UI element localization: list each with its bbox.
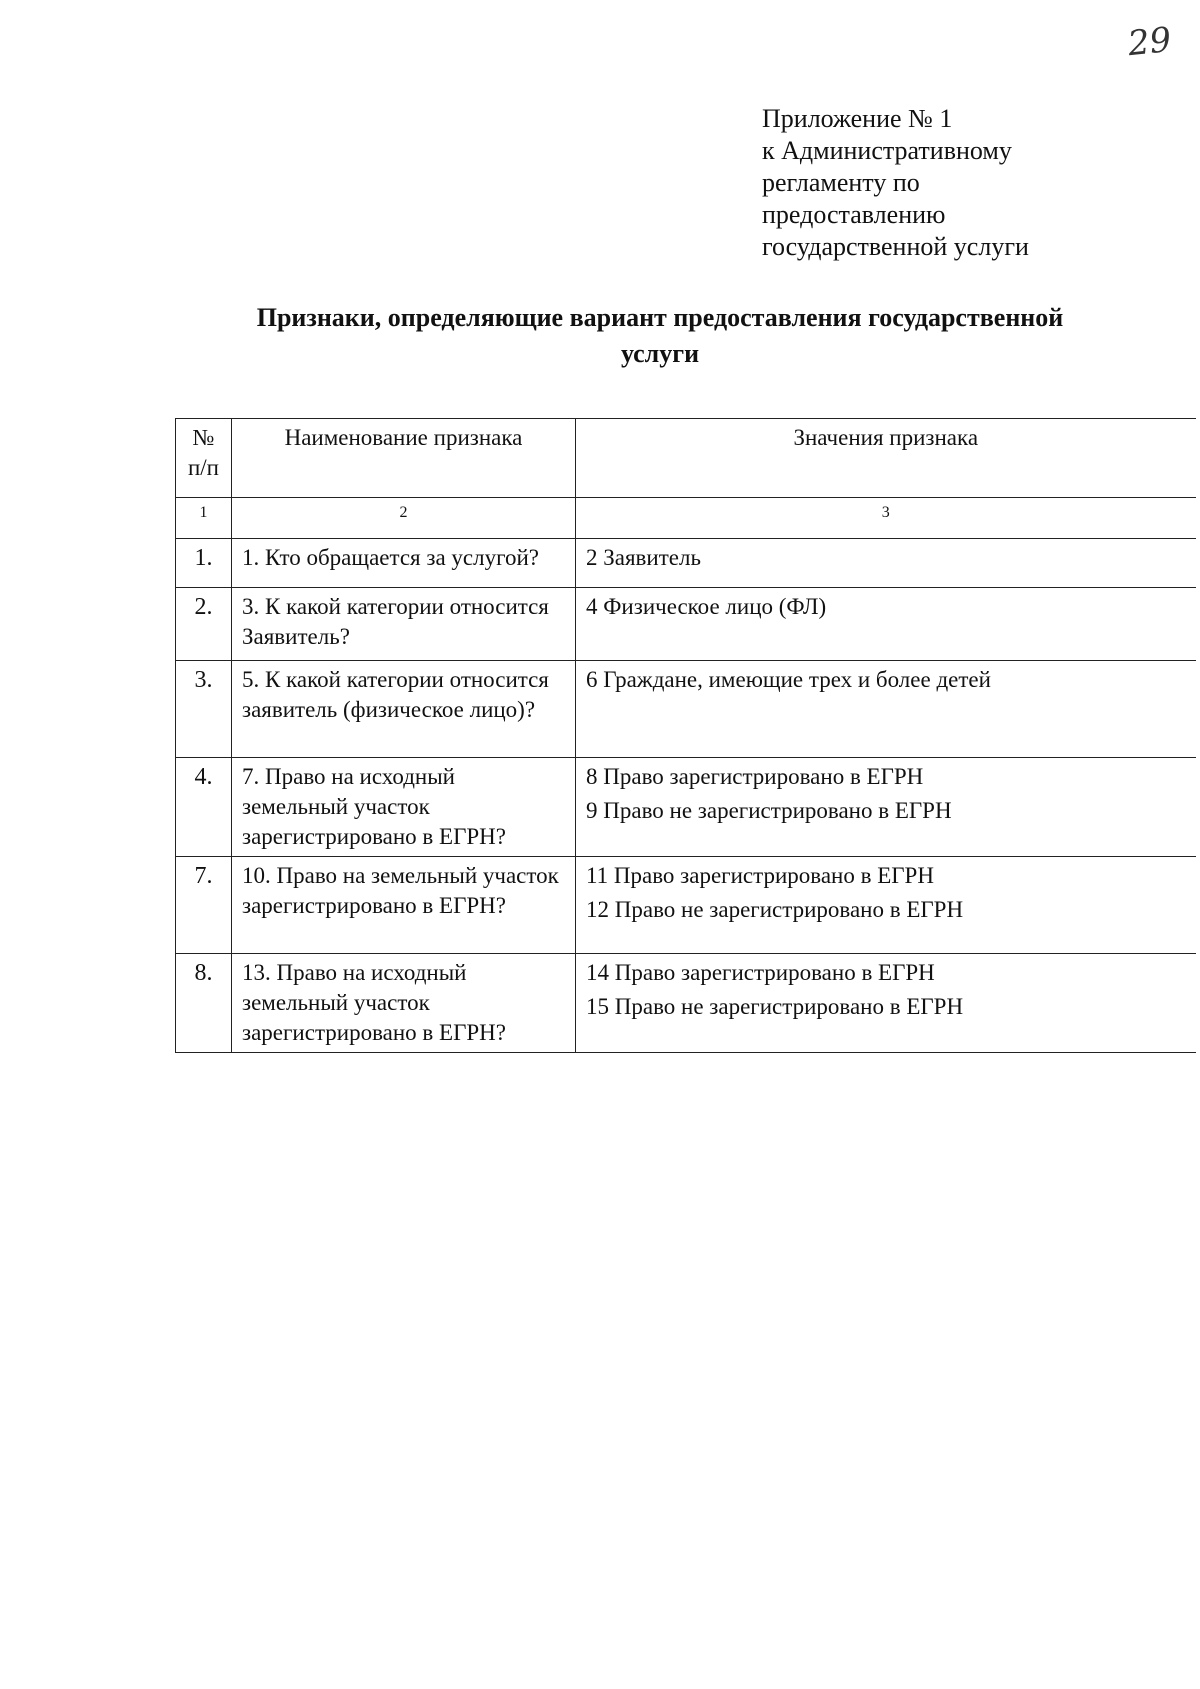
- table-row: [176, 758, 1196, 857]
- index-cell: 3: [576, 498, 1196, 539]
- row-number: 1.: [176, 539, 232, 588]
- row-feature-values: [576, 539, 1196, 588]
- row-feature-values: [576, 857, 1196, 954]
- page-number: 29: [1126, 19, 1174, 65]
- table-row: [176, 588, 1196, 661]
- table-row: [176, 954, 1196, 1053]
- feature-value: 4 Физическое лицо (ФЛ): [586, 594, 827, 619]
- table-row: [176, 539, 1196, 588]
- appendix-line: к Административному: [762, 136, 1012, 165]
- title-line: услуги: [620, 339, 700, 368]
- feature-value: 2 Заявитель: [586, 545, 701, 570]
- table-index-row: [176, 498, 1196, 539]
- row-feature-name: 5. К какой категории относится заявитель (физическое лицо)?: [232, 661, 576, 758]
- feature-value: 15 Право не зарегистрировано в ЕГРН: [586, 994, 964, 1019]
- header-name: Наименование признака: [232, 419, 576, 498]
- row-feature-name: 3. К какой категории относится Заявитель?: [232, 588, 576, 661]
- row-feature-values: [576, 661, 1196, 758]
- row-feature-values: [576, 954, 1196, 1053]
- row-number: 3.: [176, 661, 232, 758]
- table-header-row: [176, 419, 1196, 498]
- header-values: Значения признака: [576, 419, 1196, 498]
- appendix-line: предоставлению: [762, 200, 946, 229]
- header-number-line: п/п: [187, 455, 219, 480]
- row-feature-name: 13. Право на исходный земельный участок зарегистрировано в ЕГРН?: [232, 954, 576, 1053]
- document-title: [100, 300, 1200, 372]
- feature-value: 9 Право не зарегистрировано в ЕГРН: [586, 798, 952, 823]
- row-number: 4.: [176, 758, 232, 857]
- row-feature-values: [576, 758, 1196, 857]
- features-table: [175, 418, 1196, 1053]
- table-row: [176, 661, 1196, 758]
- table-row: [176, 857, 1196, 954]
- row-feature-name: 10. Право на земельный участок зарегистрировано в ЕГРН?: [232, 857, 576, 954]
- feature-value: 12 Право не зарегистрировано в ЕГРН: [586, 897, 964, 922]
- row-feature-values: [576, 588, 1196, 661]
- appendix-line: государственной услуги: [762, 232, 1029, 261]
- index-cell: 2: [232, 498, 576, 539]
- header-number: [176, 419, 232, 498]
- feature-value: 11 Право зарегистрировано в ЕГРН: [586, 863, 934, 888]
- appendix-line: Приложение № 1: [762, 104, 953, 133]
- appendix-note: [762, 103, 1182, 263]
- index-cell: 1: [176, 498, 232, 539]
- row-number: 8.: [176, 954, 232, 1053]
- feature-value: 14 Право зарегистрировано в ЕГРН: [586, 960, 935, 985]
- row-number: 2.: [176, 588, 232, 661]
- header-number-line: №: [192, 425, 215, 450]
- row-feature-name: 1. Кто обращается за услугой?: [232, 539, 576, 588]
- title-line: Признаки, определяющие вариант предоставления государственной: [256, 303, 1064, 332]
- row-number: 7.: [176, 857, 232, 954]
- feature-value: 6 Граждане, имеющие трех и более детей: [586, 667, 991, 692]
- feature-value: 8 Право зарегистрировано в ЕГРН: [586, 764, 924, 789]
- row-feature-name: 7. Право на исходный земельный участок зарегистрировано в ЕГРН?: [232, 758, 576, 857]
- appendix-line: регламенту по: [762, 168, 920, 197]
